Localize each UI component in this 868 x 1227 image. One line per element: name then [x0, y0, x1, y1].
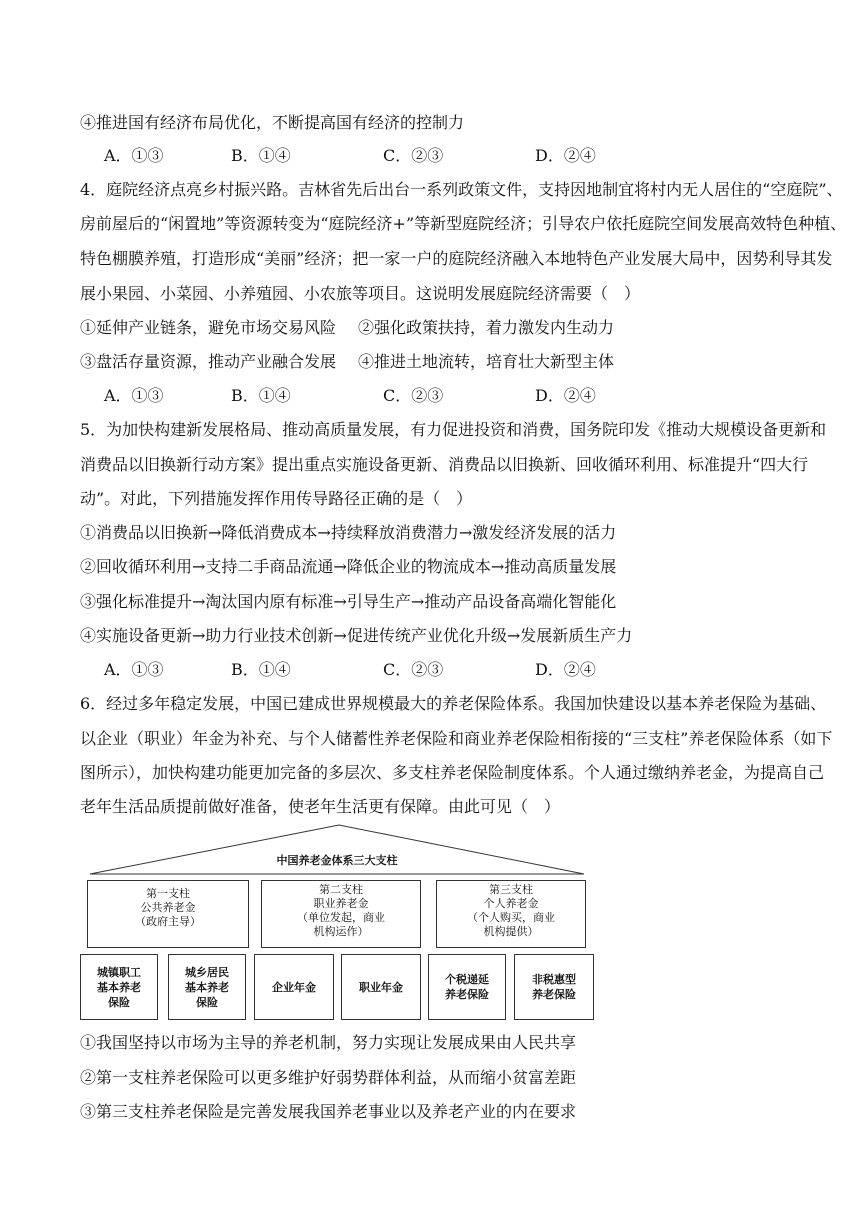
q4-stem-line: 房前屋后的“闲置地”等资源转变为“庭院经济+”等新型庭院经济；引导农户依托庭院空间发展高效特色种植、: [80, 214, 847, 233]
q6-choice-3: ③第三支柱养老保险是完善发展我国养老事业以及养老产业的内在要求: [80, 1102, 577, 1121]
pillar-1-note: （政府主导）: [135, 915, 201, 928]
q3-option-a: A．①③: [104, 146, 164, 165]
pillar-1-type: 公共养老金: [140, 901, 196, 914]
pillar-2: [261, 880, 421, 948]
leaf-non-tax-pension: [514, 954, 594, 1020]
pillar-2-type: 职业养老金: [313, 897, 369, 910]
diagram-title: 中国养老金体系三大支柱: [276, 854, 398, 867]
q6-choice-2: ②第一支柱养老保险可以更多维护好弱势群体利益，从而缩小贫富差距: [80, 1068, 577, 1087]
q4-stem-line: 特色棚膜养殖，打造形成“美丽”经济；把一家一户的庭院经济融入本地特色产业发展大局中，因势利导其发: [80, 249, 833, 268]
q5-option-c: C．②③: [383, 660, 444, 679]
q4-option-a: A．①③: [104, 386, 164, 405]
q4-option-d: D．②④: [535, 386, 596, 405]
pillar-2-note: （单位发起，商业: [297, 911, 385, 924]
q5-option-b: B．①④: [231, 660, 291, 679]
leaf-text: 保险: [196, 995, 218, 1009]
leaf-text: 基本养老: [97, 980, 141, 994]
pillar-1: [87, 880, 249, 948]
q5-option-d: D．②④: [535, 660, 596, 679]
q4-option-c: C．②③: [383, 386, 444, 405]
leaf-text: 企业年金: [272, 980, 316, 994]
leaf-tax-deferred-pension: [428, 954, 506, 1020]
leaf-urban-employee-pension: [80, 954, 158, 1020]
q3-option-d: D．②④: [535, 146, 596, 165]
pillar-3-type: 个人养老金: [483, 897, 539, 910]
pillar-2-note-2: 机构运作）: [313, 925, 369, 938]
leaf-text: 城乡居民: [185, 965, 229, 979]
q6-stem-line: 老年生活品质提前做好准备，使老年生活更有保障。由此可见（ ）: [80, 797, 561, 816]
q5-stem-line: 5．为加快构建新发展格局、推动高质量发展，有力促进投资和消费，国务院印发《推动大规模设备更新和: [80, 420, 827, 439]
q4-option-b: B．①④: [231, 386, 291, 405]
q5-choice-2: ②回收循环利用→支持二手商品流通→降低企业的物流成本→推动高质量发展: [80, 557, 617, 576]
pillar-2-name: 第二支柱: [319, 883, 363, 896]
leaf-text: 养老保险: [445, 988, 489, 1001]
leaf-text: 基本养老: [185, 980, 229, 994]
leaf-text: 非税惠型: [532, 973, 576, 986]
leaf-enterprise-annuity: [254, 954, 334, 1020]
leaf-occupational-annuity: [341, 954, 421, 1020]
leaf-text: 养老保险: [532, 988, 576, 1001]
q5-stem-line: 消费品以旧换新行动方案》提出重点实施设备更新、消费品以旧换新、回收循环利用、标准提升“四大行: [80, 455, 809, 474]
q4-stem-line: 展小果园、小菜园、小养殖园、小农旅等项目。这说明发展庭院经济需要（ ）: [80, 284, 641, 303]
pension-pillars-diagram: [80, 822, 594, 1022]
pillar-3-name: 第三支柱: [489, 883, 533, 896]
q6-stem-line: 图所示），加快构建功能更加完备的多层次、多支柱养老保险制度体系。个人通过缴纳养老金，为提高自己: [80, 763, 825, 782]
q5-choice-4: ④实施设备更新→助力行业技术创新→促进传统产业优化升级→发展新质生产力: [80, 626, 633, 645]
leaf-text: 保险: [108, 995, 130, 1009]
q5-option-a: A．①③: [104, 660, 164, 679]
pillar-1-name: 第一支柱: [146, 887, 190, 900]
q4-choice-4: ④推进土地流转，培育壮大新型主体: [358, 352, 615, 371]
q4-choice-3: ③盘活存量资源，推动产业融合发展: [80, 352, 337, 371]
leaf-urban-rural-resident-pension: [168, 954, 246, 1020]
q3-option-c: C．②③: [383, 146, 444, 165]
leaf-text: 城镇职工: [97, 965, 141, 979]
q4-choice-1: ①延伸产业链条，避免市场交易风险: [80, 318, 337, 337]
q6-choice-1: ①我国坚持以市场为主导的养老机制，努力实现让发展成果由人民共享: [80, 1033, 577, 1052]
q4-choice-2: ②强化政策扶持，着力激发内生动力: [358, 318, 615, 337]
q3-option-b: B．①④: [231, 146, 291, 165]
q6-stem-line: 以企业（职业）年金为补充、与个人储蓄性养老保险和商业养老保险相衔接的“三支柱”养老保险体系（如下: [80, 729, 833, 748]
q3-choice-4: ④推进国有经济布局优化，不断提高国有经济的控制力: [80, 113, 465, 132]
pillar-3: [436, 880, 586, 948]
q4-stem-line: 4．庭院经济点亮乡村振兴路。吉林省先后出台一系列政策文件，支持因地制宜将村内无人居住的“空庭院”、: [80, 180, 843, 199]
leaf-text: 个税递延: [445, 973, 489, 986]
q5-stem-line: 动”。对此，下列措施发挥作用传导路径正确的是（ ）: [80, 489, 473, 508]
q5-choice-3: ③强化标准提升→淘汰国内原有标准→引导生产→推动产品设备高端化智能化: [80, 592, 617, 611]
q5-choice-1: ①消费品以旧换新→降低消费成本→持续释放消费潜力→激发经济发展的活力: [80, 523, 617, 542]
q6-stem-line: 6．经过多年稳定发展，中国已建成世界规模最大的养老保险体系。我国加快建设以基本养老保险为基础、: [80, 694, 827, 713]
pillar-3-note: （个人购买，商业: [467, 911, 555, 924]
leaf-text: 职业年金: [359, 980, 403, 994]
pillar-3-note-2: 机构提供）: [483, 925, 539, 938]
